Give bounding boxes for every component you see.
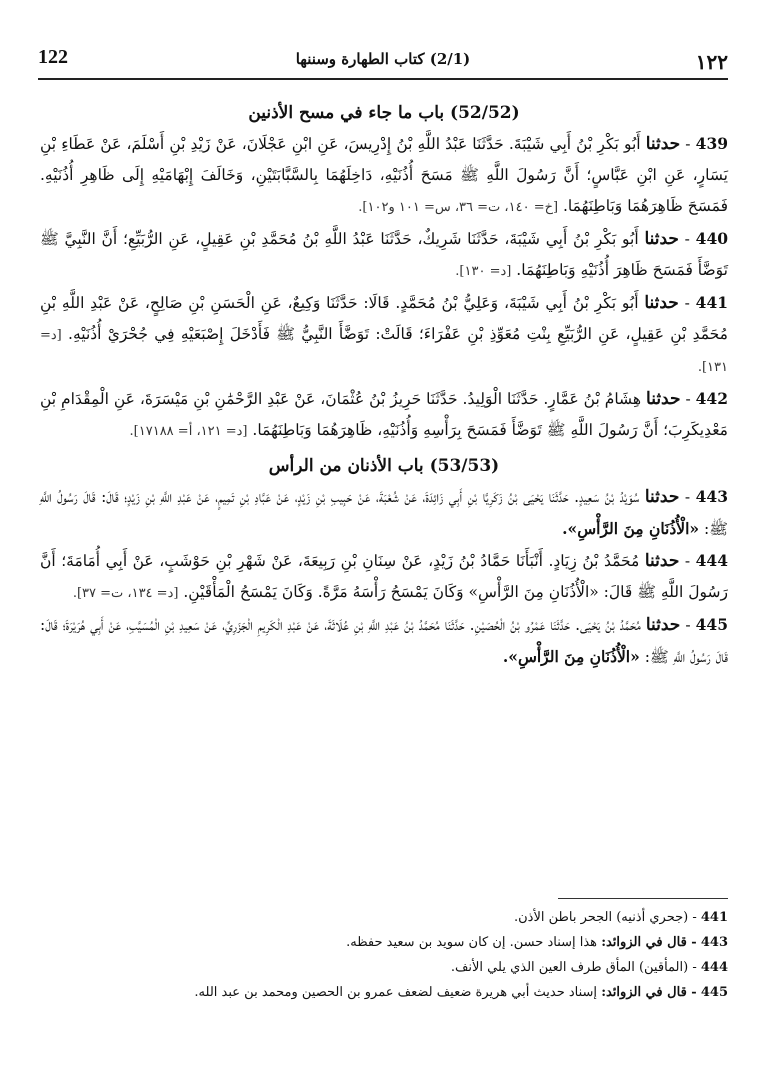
hadith-text: أَبُو بَكْرِ بْنُ أَبِي شَيْبَةَ، وَعَلِيُّ بْنُ مُحَمَّدٍ. قَالَا: حَدَّثَنَا وَكِيعٌ، عَنِ الْحَسَنِ بْنِ صَالِحٍ، عَنْ عَبْدِ اللَّهِ بْنِ مُحَمَّدِ بْنِ عَقِيلٍ، عَنِ الرُّبَيِّعِ بِنْتِ مُعَوِّذِ بْنِ عَفْرَاءَ؛ قَالَتْ: تَوَضَّأَ النَّبِيُّ ﷺ فَأَدْخَلَ إِصْبَعَيْهِ فِي جُحْرَيْ أُذُنَيْهِ. xyxy=(40,294,728,343)
hadith-opening: حدثنا xyxy=(644,229,679,249)
main-text xyxy=(40,98,728,673)
page-header xyxy=(38,38,728,80)
footnote-number: 445 xyxy=(700,985,728,1000)
hadith-text: أَبُو بَكْرِ بْنُ أَبِي شَيْبَةَ، حَدَّثَنَا شَرِيكٌ، حَدَّثَنَا عَبْدُ اللَّهِ بْنُ مُحَمَّدِ بْنِ عَقِيلٍ، عَنِ الرُّبَيِّعِ؛ أَنَّ النَّبِيَّ ﷺ تَوَضَّأَ فَمَسَحَ ظَاهِرَ أُذُنَيْهِ وَبَاطِنَهُمَا. xyxy=(40,230,728,279)
hadith-text: سُوَيْدُ بْنُ سَعِيدٍ. حَدَّثَنَا يَحْيَى بْنُ زَكَرِيَّا بْنِ أَبِي زَائِدَةَ، عَنْ شُعْبَةَ، عَنْ حَبِيبِ بْنِ زَيْدٍ، عَنْ عَبَّادِ بْنِ تَمِيمٍ، عَنْ عَبْدِ اللَّهِ بْنِ زَيْدٍ؛ قَالَ: قَالَ رَسُولُ اللَّهِ ﷺ: xyxy=(40,488,728,538)
section-title: (53/53) باب الأذنان من الرأس xyxy=(268,456,500,476)
hadith-text: مُحَمَّدُ بْنُ زِيَادٍ. أَنْبَأَنَا حَمَّادُ بْنُ زَيْدٍ، عَنْ سِنَانِ بْنِ رَبِيعَةَ، عَنْ شَهْرِ بْنِ حَوْشَبٍ، عَنْ أَبِي أُمَامَةَ؛ أَنَّ رَسُولَ اللَّهِ ﷺ قَالَ: «الْأُذُنَانِ مِنَ الرَّأْسِ» وَكَانَ يَمْسَحُ رَأْسَهُ مَرَّةً. وَكَانَ يَمْسَحُ الْمَأْقَيْنِ. xyxy=(40,552,728,601)
hadith-reference: [د= ١٢١، أ= ١٧١٨٨]. xyxy=(129,424,248,439)
hadith-reference: [د= ١٣٠]. xyxy=(455,264,512,279)
footnotes xyxy=(38,898,728,1005)
footnote-number: 441 xyxy=(700,910,728,925)
hadith-number: 443 xyxy=(695,487,728,506)
footnote-text: إسناد حديث أبي هريرة ضعيف لضعف عمرو بن الحصين ومحمد بن عبد الله. xyxy=(194,985,598,1000)
footnote-445 xyxy=(38,980,728,1005)
footnote-number: 443 xyxy=(700,935,728,950)
hadith-number: 445 xyxy=(695,615,728,634)
page-number-latin: 122 xyxy=(38,46,68,68)
hadith-opening: حدثنا xyxy=(646,389,681,409)
hadith-opening: حدثنا xyxy=(644,487,680,507)
footnote-443 xyxy=(38,930,728,955)
footnote-label: - قال في الزوائد: xyxy=(601,985,697,1000)
footnote-number: 444 xyxy=(700,960,728,975)
hadith-opening: حدثنا xyxy=(645,134,681,154)
hadith-number: 439 xyxy=(695,134,729,153)
hadith-number: 441 xyxy=(695,293,729,312)
hadith-text: هِشَامُ بْنُ عَمَّارٍ. حَدَّثَنَا الْوَلِيدُ. حَدَّثَنَا حَرِيزُ بْنُ عُثْمَانَ، عَنْ عَبْدِ الرَّحْمَٰنِ بْنِ مَيْسَرَةَ، عَنِ الْمِقْدَامِ بْنِ مَعْدِيكَرِبَ؛ أَنَّ رَسُولَ اللَّهِ ﷺ تَوَضَّأَ فَمَسَحَ بِرَأْسِهِ وَأُذُنَيْهِ، ظَاهِرَهُمَا وَبَاطِنَهُمَا. xyxy=(40,390,728,439)
footnote-444 xyxy=(38,955,728,980)
running-title: (2/1) كتاب الطهارة وسننها xyxy=(295,50,471,68)
prophetic-saying: «الْأُذُنَانِ مِنَ الرَّأْسِ». xyxy=(562,519,700,538)
hadith-444: 444 - حدثنا مُحَمَّدُ بْنُ زِيَادٍ. أَنْبَأَنَا حَمَّادُ بْنُ زَيْدٍ، عَنْ سِنَانِ بْنِ رَبِيعَةَ، عَنْ شَهْرِ بْنِ حَوْشَبٍ، عَنْ أَبِي أُمَامَةَ؛ أَنَّ رَسُولَ اللَّهِ ﷺ قَالَ: «الْأُذُنَانِ مِنَ الرَّأْسِ» وَكَانَ يَمْسَحُ رَأْسَهُ مَرَّةً. وَكَانَ يَمْسَحُ الْمَأْقَيْنِ. [د= ١٣٤، ت= ٣٧]. xyxy=(40,551,728,601)
hadith-number: 442 xyxy=(695,389,728,408)
hadith-opening: حدثنا xyxy=(644,551,680,571)
footnote-divider xyxy=(558,898,728,899)
footnote-text: - (المأقين) المأق طرف العين الذي يلي الأنف. xyxy=(450,960,697,975)
footnote-441 xyxy=(38,905,728,930)
hadith-number: 440 xyxy=(695,229,729,248)
hadith-445: 445 - حدثنا مُحَمَّدُ بْنُ يَحْيَى. حَدَّثَنَا عَمْرُو بْنُ الْحُصَيْنِ. حَدَّثَنَا مُحَمَّدُ بْنُ عَبْدِ اللَّهِ بْنِ عُلَاثَةَ، عَنْ عَبْدِ الْكَرِيمِ الْجَزَرِيِّ، عَنْ سَعِيدِ بْنِ الْمُسَيَّبِ، عَنْ أَبِي هُرَيْرَةَ؛ قَالَ: قَالَ رَسُولُ اللَّهِ ﷺ: «الْأُذُنَانِ مِنَ الرَّأْسِ». xyxy=(40,615,728,666)
hadith-reference: [خ= ١٤٠، ت= ٣٦، س= ١٠١ و١٠٢]. xyxy=(358,200,559,215)
hadith-442: 442 - حدثنا هِشَامُ بْنُ عَمَّارٍ. حَدَّثَنَا الْوَلِيدُ. حَدَّثَنَا حَرِيزُ بْنُ عُثْمَانَ، عَنْ عَبْدِ الرَّحْمَٰنِ بْنِ مَيْسَرَةَ، عَنِ الْمِقْدَامِ بْنِ مَعْدِيكَرِبَ؛ أَنَّ رَسُولَ اللَّهِ ﷺ تَوَضَّأَ فَمَسَحَ بِرَأْسِهِ وَأُذُنَيْهِ، ظَاهِرَهُمَا وَبَاطِنَهُمَا. [د= ١٢١، أ= ١٧١٨٨]. xyxy=(40,389,728,439)
footnote-text: هذا إسناد حسن. إن كان سويد بن سعيد حفظه. xyxy=(346,935,598,950)
hadith-opening: حدثنا xyxy=(645,615,681,635)
prophetic-saying: «الْأُذُنَانِ مِنَ الرَّأْسِ». xyxy=(502,647,640,666)
footnote-label: - قال في الزوائد: xyxy=(601,935,697,950)
hadith-opening: حدثنا xyxy=(644,293,679,313)
hadith-440: 440 - حدثنا أَبُو بَكْرِ بْنُ أَبِي شَيْبَةَ، حَدَّثَنَا شَرِيكٌ، حَدَّثَنَا عَبْدُ اللَّهِ بْنُ مُحَمَّدِ بْنِ عَقِيلٍ، عَنِ الرُّبَيِّعِ؛ أَنَّ النَّبِيَّ ﷺ تَوَضَّأَ فَمَسَحَ ظَاهِرَ أُذُنَيْهِ وَبَاطِنَهُمَا. [د= ١٣٠]. xyxy=(40,229,729,279)
hadith-number: 444 xyxy=(695,551,728,570)
hadith-text: أَبُو بَكْرِ بْنُ أَبِي شَيْبَةَ. حَدَّثَنَا عَبْدُ اللَّهِ بْنُ إِدْرِيسَ، عَنِ ابْنِ عَجْلَانَ، عَنْ زَيْدِ بْنِ أَسْلَمَ، عَنْ عَطَاءِ بْنِ يَسَارٍ، عَنِ ابْنِ عَبَّاسٍ؛ أَنَّ رَسُولَ اللَّهِ ﷺ مَسَحَ أُذُنَيْهِ، دَاخِلَهُمَا بِالسَّبَّابَتَيْنِ، وَخَالَفَ إِبْهَامَيْهِ إِلَى ظَاهِرِ أُذُنَيْهِ. فَمَسَحَ ظَاهِرَهُمَا وَبَاطِنَهُمَا. xyxy=(40,135,728,215)
footnote-text: - (جحري أذنيه) الجحر باطن الأذن. xyxy=(513,910,697,925)
page-number-arabic: ١٢٢ xyxy=(695,50,728,74)
hadith-reference: [د= ١٣١]. xyxy=(40,328,728,375)
hadith-439: 439 - حدثنا أَبُو بَكْرِ بْنُ أَبِي شَيْبَةَ. حَدَّثَنَا عَبْدُ اللَّهِ بْنُ إِدْرِيسَ، عَنِ ابْنِ عَجْلَانَ، عَنْ زَيْدِ بْنِ أَسْلَمَ، عَنْ عَطَاءِ بْنِ يَسَارٍ، عَنِ ابْنِ عَبَّاسٍ؛ أَنَّ رَسُولَ اللَّهِ ﷺ مَسَحَ أُذُنَيْهِ، دَاخِلَهُمَا بِالسَّبَّابَتَيْنِ، وَخَالَفَ إِبْهَامَيْهِ إِلَى ظَاهِرِ أُذُنَيْهِ. فَمَسَحَ ظَاهِرَهُمَا وَبَاطِنَهُمَا. [خ= ١٤٠، ت= ٣٦، س= ١٠١ و١٠٢]. xyxy=(40,134,729,215)
hadith-text: مُحَمَّدُ بْنُ يَحْيَى. حَدَّثَنَا عَمْرُو بْنُ الْحُصَيْنِ. حَدَّثَنَا مُحَمَّدُ بْنُ عَبْدِ اللَّهِ بْنِ عُلَاثَةَ، عَنْ عَبْدِ الْكَرِيمِ الْجَزَرِيِّ، عَنْ سَعِيدِ بْنِ الْمُسَيَّبِ، عَنْ أَبِي هُرَيْرَةَ؛ قَالَ: قَالَ رَسُولُ اللَّهِ ﷺ: xyxy=(40,616,728,666)
section-title: (52/52) باب ما جاء في مسح الأذنين xyxy=(248,103,520,123)
hadith-441: 441 - حدثنا أَبُو بَكْرِ بْنُ أَبِي شَيْبَةَ، وَعَلِيُّ بْنُ مُحَمَّدٍ. قَالَا: حَدَّثَنَا وَكِيعٌ، عَنِ الْحَسَنِ بْنِ صَالِحٍ، عَنْ عَبْدِ اللَّهِ بْنِ مُحَمَّدِ بْنِ عَقِيلٍ، عَنِ الرُّبَيِّعِ بِنْتِ مُعَوِّذِ بْنِ عَفْرَاءَ؛ قَالَتْ: تَوَضَّأَ النَّبِيُّ ﷺ فَأَدْخَلَ إِصْبَعَيْهِ فِي جُحْرَيْ أُذُنَيْهِ. [د= ١٣١]. xyxy=(40,293,729,375)
hadith-reference: [د= ١٣٤، ت= ٣٧]. xyxy=(72,586,179,601)
hadith-443: 443 - حدثنا سُوَيْدُ بْنُ سَعِيدٍ. حَدَّثَنَا يَحْيَى بْنُ زَكَرِيَّا بْنِ أَبِي زَائِدَةَ، عَنْ شُعْبَةَ، عَنْ حَبِيبِ بْنِ زَيْدٍ، عَنْ عَبَّادِ بْنِ تَمِيمٍ، عَنْ عَبْدِ اللَّهِ بْنِ زَيْدٍ؛ قَالَ: قَالَ رَسُولُ اللَّهِ ﷺ: «الْأُذُنَانِ مِنَ الرَّأْسِ». xyxy=(40,487,728,538)
